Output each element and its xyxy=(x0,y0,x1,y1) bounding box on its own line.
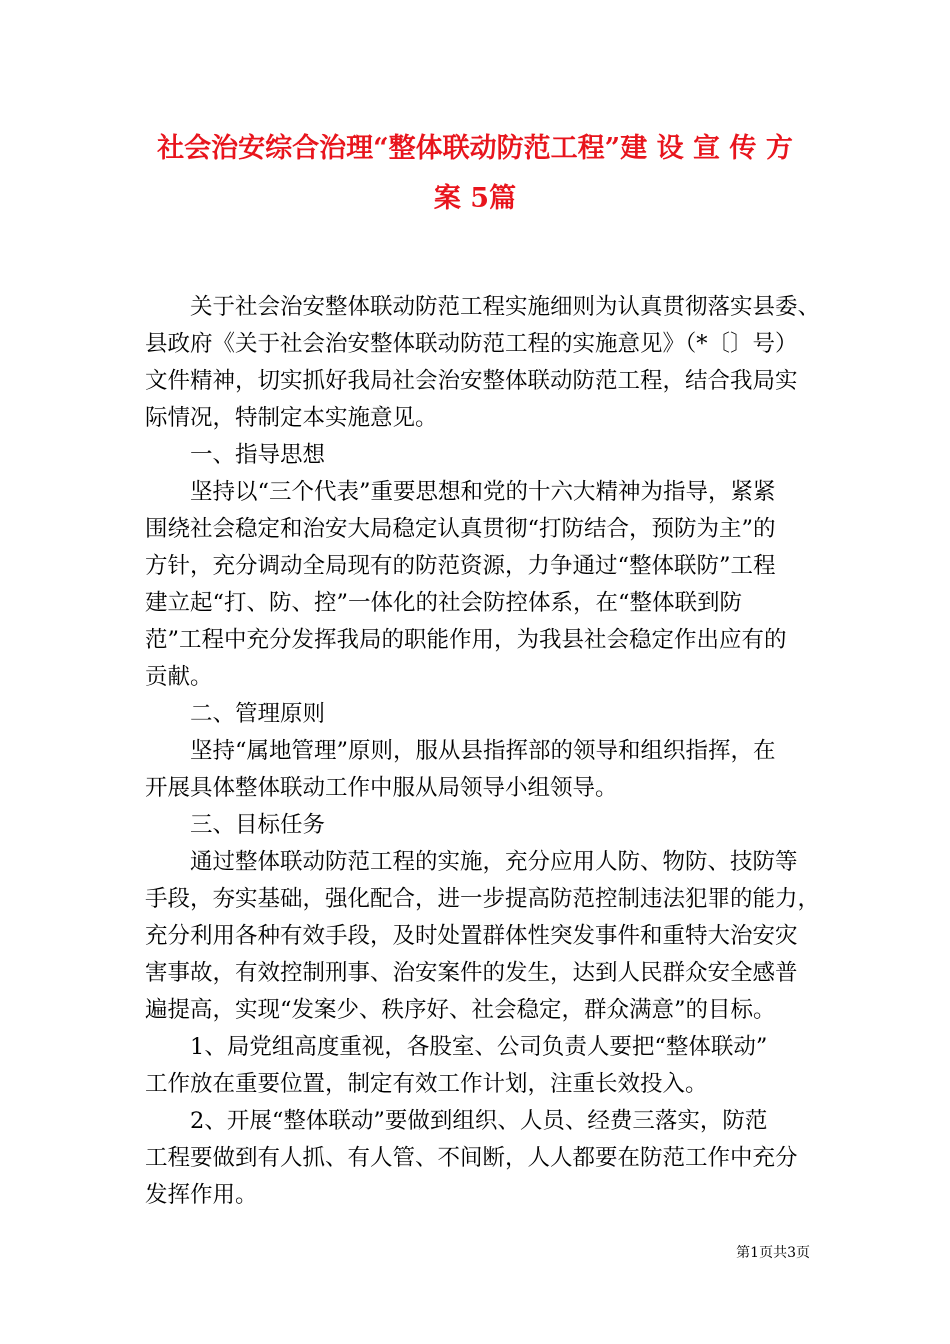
paragraph-line: 坚持以“三个代表”重要思想和党的十六大精神为指导，紧紧 xyxy=(190,479,776,505)
paragraph-line: 害事故，有效控制刑事、治安案件的发生，达到人民群众安全感普 xyxy=(145,960,798,986)
paragraph-line: 建立起“打、防、控”一体化的社会防控体系，在“整体联到防 xyxy=(145,590,743,616)
paragraph-line: 方针，充分调动全局现有的防范资源，力争通过“整体联防”工程 xyxy=(145,553,776,579)
page-number-footer: 第1页共3页 xyxy=(736,1245,810,1261)
paragraph-line: 1、局党组高度重视，各股室、公司负责人要把“整体联动” xyxy=(190,1034,768,1060)
paragraph-line: 际情况，特制定本实施意见。 xyxy=(145,405,438,431)
section-heading: 三、目标任务 xyxy=(190,812,326,838)
section-heading: 二、管理原则 xyxy=(190,701,326,727)
paragraph-line: 工程要做到有人抓、有人管、不间断，人人都要在防范工作中充分 xyxy=(145,1145,798,1171)
section-heading: 一、指导思想 xyxy=(190,442,326,468)
paragraph-line: 遍提高，实现“发案少、秩序好、社会稳定，群众满意”的目标。 xyxy=(145,997,776,1023)
paragraph-line: 关于社会治安整体联动防范工程实施细则为认真贯彻落实县委、 xyxy=(190,294,821,320)
paragraph-line: 2、开展“整体联动”要做到组织、人员、经费三落实，防范 xyxy=(190,1108,768,1134)
paragraph-line: 坚持“属地管理”原则，服从县指挥部的领导和组织指挥，在 xyxy=(190,738,776,764)
paragraph-line: 工作放在重要位置，制定有效工作计划，注重长效投入。 xyxy=(145,1071,708,1097)
document-title-line-2: 案 5篇 xyxy=(433,183,517,214)
paragraph-line: 手段，夯实基础，强化配合，进一步提高防范控制违法犯罪的能力， xyxy=(145,886,821,912)
paragraph-line: 范”工程中充分发挥我局的职能作用，为我县社会稳定作出应有的 xyxy=(145,627,787,653)
paragraph-line: 发挥作用。 xyxy=(145,1182,258,1208)
paragraph-line: 充分利用各种有效手段，及时处置群体性突发事件和重特大治安灾 xyxy=(145,923,798,949)
paragraph-line: 县政府《关于社会治安整体联动防范工程的实施意见》（*〔〕号） xyxy=(145,331,798,357)
document-title-line-1: 社会治安综合治理“整体联动防范工程”建 设 宣 传 方 xyxy=(157,133,793,164)
paragraph-line: 开展具体整体联动工作中服从局领导小组领导。 xyxy=(145,775,618,801)
paragraph-line: 贡献。 xyxy=(145,664,213,690)
paragraph-line: 通过整体联动防范工程的实施，充分应用人防、物防、技防等 xyxy=(190,849,798,875)
paragraph-line: 围绕社会稳定和治安大局稳定认真贯彻“打防结合，预防为主”的 xyxy=(145,516,776,542)
paragraph-line: 文件精神，切实抓好我局社会治安整体联动防范工程，结合我局实 xyxy=(145,368,798,394)
